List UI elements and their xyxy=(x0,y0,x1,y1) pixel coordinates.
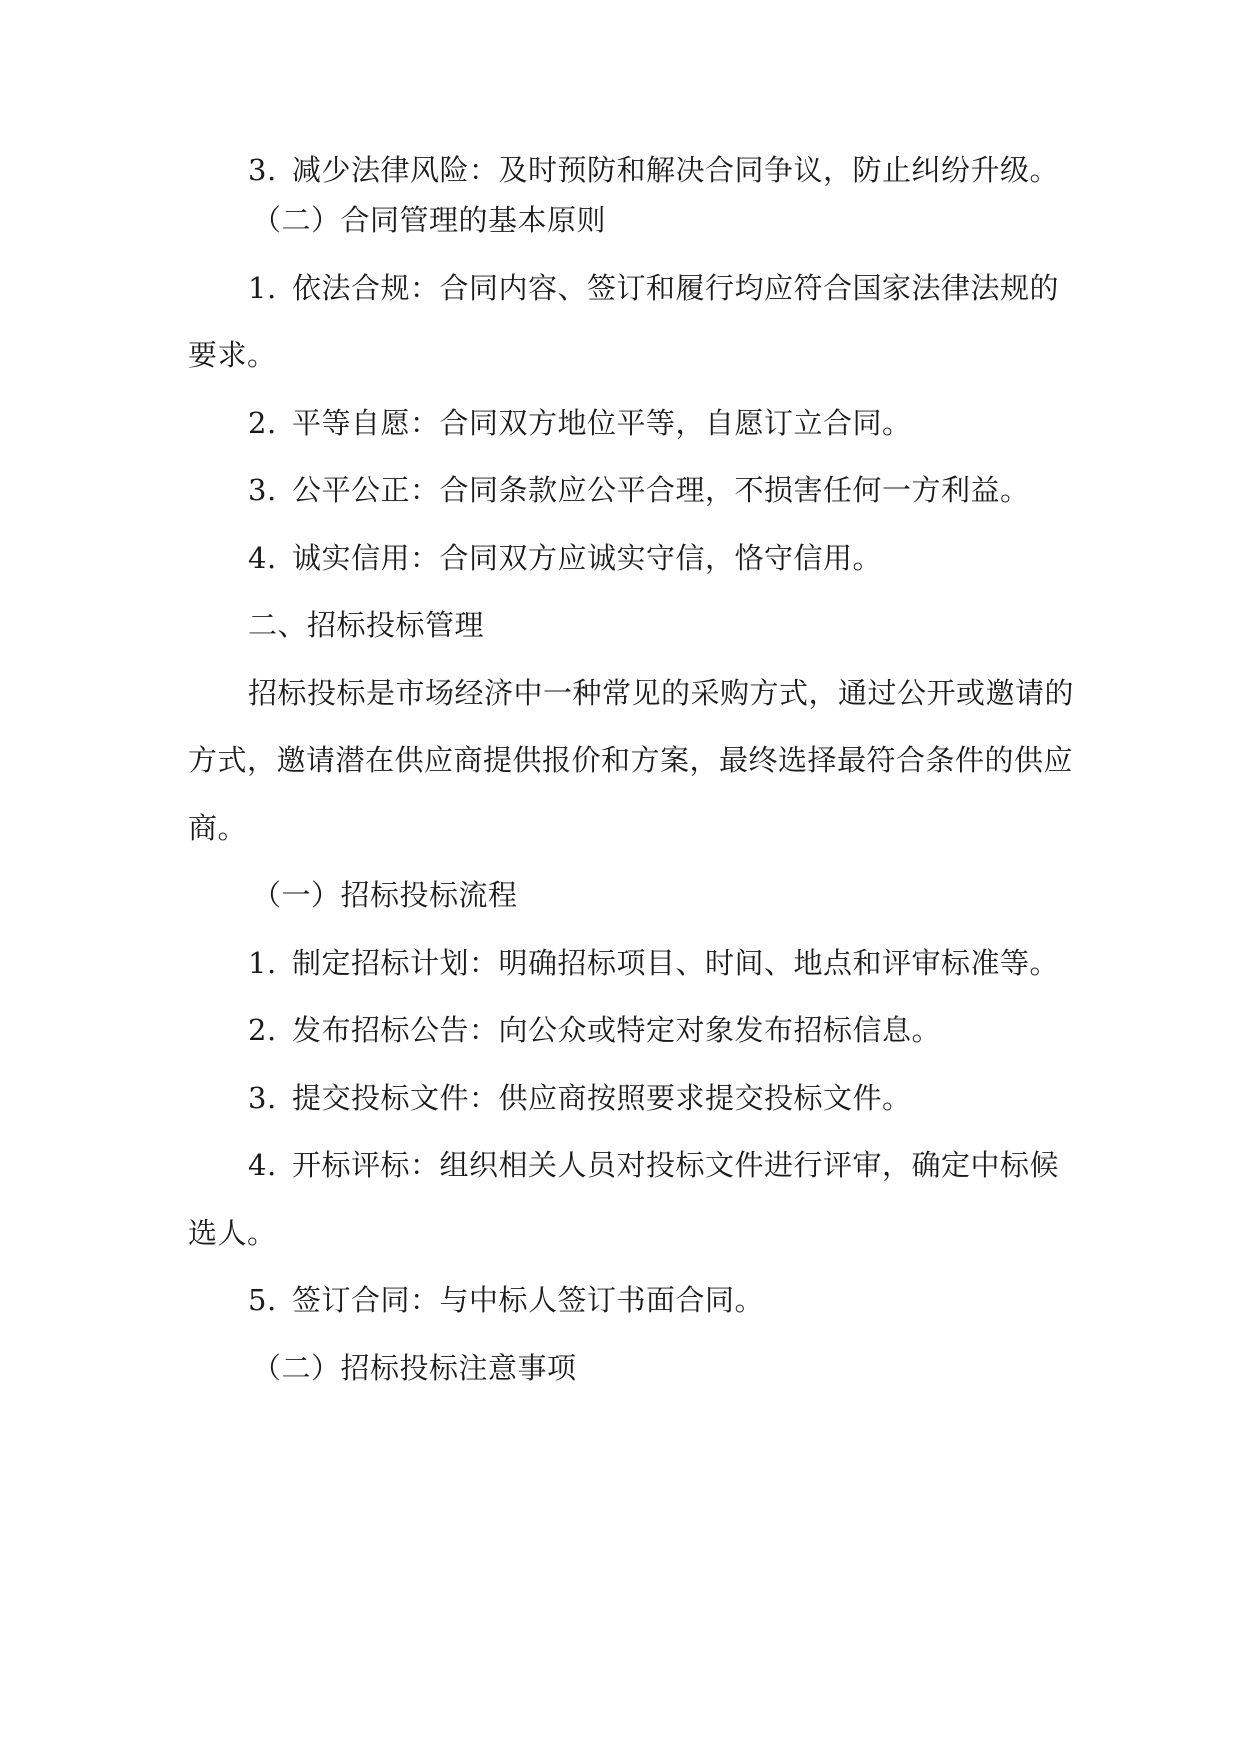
paragraph-line: 招标投标是市场经济中一种常见的采购方式，通过公开或邀请的 xyxy=(248,676,1075,710)
list-item xyxy=(0,538,1241,578)
item-number: 1. xyxy=(248,946,277,980)
item-text: 减少法律风险：及时预防和解决合同争议，防止纠纷升级。 xyxy=(292,153,1060,187)
section-heading: （一）招标投标流程 xyxy=(252,878,518,912)
continuation-line: 选人。 xyxy=(188,1216,277,1250)
list-item xyxy=(0,268,1241,308)
section-heading: （二）合同管理的基本原则 xyxy=(252,203,607,237)
paragraph-line: 商。 xyxy=(188,811,248,845)
item-number: 1. xyxy=(248,271,277,305)
list-item xyxy=(0,1145,1241,1185)
item-number: 3. xyxy=(248,1081,277,1115)
item-number: 4. xyxy=(248,541,277,575)
item-number: 5. xyxy=(248,1283,277,1317)
continuation-line: 要求。 xyxy=(188,338,277,372)
item-number: 2. xyxy=(248,406,277,440)
item-number: 3. xyxy=(248,473,277,507)
item-number: 2. xyxy=(248,1013,277,1047)
item-text: 诚实信用：合同双方应诚实守信，恪守信用。 xyxy=(292,541,883,575)
item-text: 制定招标计划：明确招标项目、时间、地点和评审标准等。 xyxy=(292,946,1060,980)
item-text: 开标评标：组织相关人员对投标文件进行评审，确定中标候 xyxy=(292,1148,1060,1182)
item-number: 3. xyxy=(248,153,277,187)
list-item xyxy=(0,403,1241,443)
paragraph-line: 方式，邀请潜在供应商提供报价和方案，最终选择最符合条件的供应 xyxy=(188,743,1074,777)
section-heading: （二）招标投标注意事项 xyxy=(252,1351,577,1385)
list-item xyxy=(0,1280,1241,1320)
item-text: 发布招标公告：向公众或特定对象发布招标信息。 xyxy=(292,1013,942,1047)
item-number: 4. xyxy=(248,1148,277,1182)
list-item xyxy=(0,470,1241,510)
list-item xyxy=(0,1010,1241,1050)
item-text: 平等自愿：合同双方地位平等，自愿订立合同。 xyxy=(292,406,912,440)
list-item xyxy=(0,943,1241,983)
section-heading: 二、招标投标管理 xyxy=(248,608,485,642)
item-text: 签订合同：与中标人签订书面合同。 xyxy=(292,1283,765,1317)
item-text: 公平公正：合同条款应公平合理，不损害任何一方利益。 xyxy=(292,473,1030,507)
item-text: 依法合规：合同内容、签订和履行均应符合国家法律法规的 xyxy=(292,271,1060,305)
item-text: 提交投标文件：供应商按照要求提交投标文件。 xyxy=(292,1081,912,1115)
list-item xyxy=(0,150,1241,190)
list-item xyxy=(0,1078,1241,1118)
